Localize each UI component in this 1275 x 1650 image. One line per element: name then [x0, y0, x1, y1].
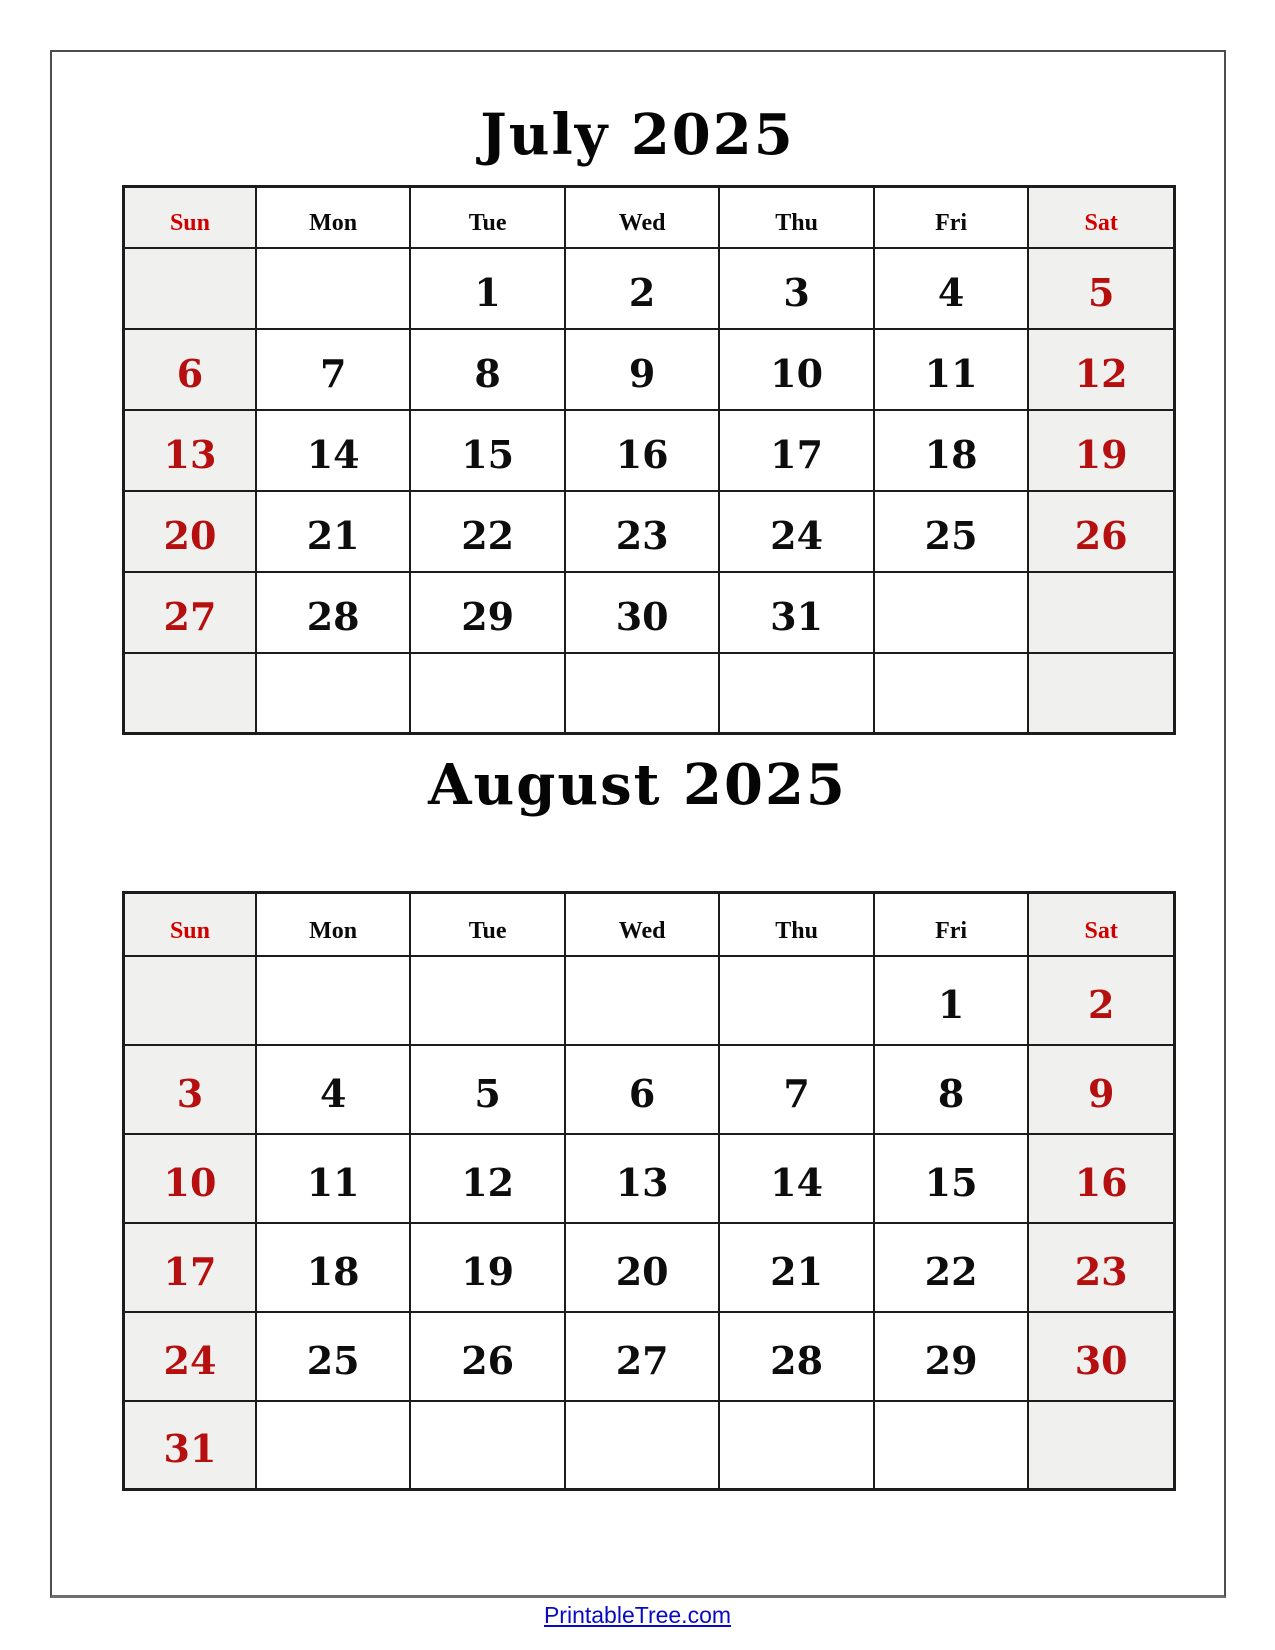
day-cell-empty	[719, 653, 873, 734]
day-cell-3: 3	[124, 1045, 256, 1134]
day-header-fri: Fri	[874, 187, 1028, 248]
day-cell-26: 26	[1028, 491, 1174, 572]
week-row	[124, 1312, 1175, 1401]
week-row	[124, 248, 1175, 329]
day-cell-18: 18	[874, 410, 1028, 491]
day-cell-empty	[256, 653, 410, 734]
day-header-row	[124, 187, 1175, 248]
day-cell-4: 4	[256, 1045, 410, 1134]
july-calendar-table	[122, 185, 1176, 735]
day-cell-1: 1	[410, 248, 564, 329]
day-cell-28: 28	[719, 1312, 873, 1401]
day-cell-empty	[1028, 572, 1174, 653]
day-cell-6: 6	[124, 329, 256, 410]
day-cell-22: 22	[874, 1223, 1028, 1312]
day-cell-empty	[124, 248, 256, 329]
day-cell-25: 25	[256, 1312, 410, 1401]
day-cell-4: 4	[874, 248, 1028, 329]
day-header-wed: Wed	[565, 893, 719, 956]
day-cell-11: 11	[874, 329, 1028, 410]
day-cell-9: 9	[565, 329, 719, 410]
day-cell-25: 25	[874, 491, 1028, 572]
day-cell-empty	[256, 956, 410, 1045]
day-cell-17: 17	[124, 1223, 256, 1312]
day-cell-19: 19	[1028, 410, 1174, 491]
day-cell-15: 15	[874, 1134, 1028, 1223]
day-cell-8: 8	[410, 329, 564, 410]
day-cell-empty	[874, 572, 1028, 653]
day-cell-30: 30	[1028, 1312, 1174, 1401]
day-header-mon: Mon	[256, 893, 410, 956]
day-cell-3: 3	[719, 248, 873, 329]
day-cell-2: 2	[1028, 956, 1174, 1045]
day-cell-13: 13	[565, 1134, 719, 1223]
day-cell-7: 7	[256, 329, 410, 410]
day-cell-2: 2	[565, 248, 719, 329]
day-cell-12: 12	[1028, 329, 1174, 410]
day-cell-17: 17	[719, 410, 873, 491]
day-cell-5: 5	[1028, 248, 1174, 329]
day-header-row	[124, 893, 1175, 956]
day-cell-14: 14	[256, 410, 410, 491]
day-cell-20: 20	[565, 1223, 719, 1312]
day-cell-19: 19	[410, 1223, 564, 1312]
day-cell-14: 14	[719, 1134, 873, 1223]
day-cell-21: 21	[719, 1223, 873, 1312]
day-cell-31: 31	[124, 1401, 256, 1490]
day-cell-empty	[565, 956, 719, 1045]
week-row	[124, 1045, 1175, 1134]
week-row	[124, 572, 1175, 653]
week-row	[124, 653, 1175, 734]
week-row	[124, 1134, 1175, 1223]
day-cell-22: 22	[410, 491, 564, 572]
day-cell-31: 31	[719, 572, 873, 653]
day-cell-empty	[565, 1401, 719, 1490]
august-title: August 2025	[428, 752, 847, 818]
day-cell-empty	[124, 956, 256, 1045]
day-header-sun: Sun	[124, 187, 256, 248]
july-title: July 2025	[480, 102, 795, 168]
day-header-thu: Thu	[719, 893, 873, 956]
day-header-tue: Tue	[410, 187, 564, 248]
day-header-mon: Mon	[256, 187, 410, 248]
day-cell-7: 7	[719, 1045, 873, 1134]
day-cell-empty	[124, 653, 256, 734]
day-cell-13: 13	[124, 410, 256, 491]
week-row	[124, 1223, 1175, 1312]
day-header-sat: Sat	[1028, 187, 1174, 248]
week-row	[124, 329, 1175, 410]
week-row	[124, 956, 1175, 1045]
day-header-fri: Fri	[874, 893, 1028, 956]
day-cell-20: 20	[124, 491, 256, 572]
footer	[0, 1602, 1275, 1629]
day-cell-9: 9	[1028, 1045, 1174, 1134]
day-header-sun: Sun	[124, 893, 256, 956]
day-cell-empty	[1028, 653, 1174, 734]
day-cell-27: 27	[124, 572, 256, 653]
day-cell-empty	[1028, 1401, 1174, 1490]
printabletree-link[interactable]: PrintableTree.com	[543, 1602, 732, 1628]
day-cell-empty	[565, 653, 719, 734]
day-cell-30: 30	[565, 572, 719, 653]
day-cell-21: 21	[256, 491, 410, 572]
day-cell-26: 26	[410, 1312, 564, 1401]
day-cell-empty	[719, 1401, 873, 1490]
day-cell-16: 16	[1028, 1134, 1174, 1223]
day-cell-empty	[874, 1401, 1028, 1490]
day-cell-15: 15	[410, 410, 564, 491]
day-header-sat: Sat	[1028, 893, 1174, 956]
day-cell-11: 11	[256, 1134, 410, 1223]
day-cell-empty	[874, 653, 1028, 734]
day-header-wed: Wed	[565, 187, 719, 248]
day-cell-5: 5	[410, 1045, 564, 1134]
day-cell-28: 28	[256, 572, 410, 653]
day-cell-empty	[410, 653, 564, 734]
week-row	[124, 410, 1175, 491]
day-cell-empty	[410, 1401, 564, 1490]
day-cell-16: 16	[565, 410, 719, 491]
day-cell-empty	[256, 248, 410, 329]
day-cell-29: 29	[874, 1312, 1028, 1401]
day-cell-10: 10	[719, 329, 873, 410]
day-header-tue: Tue	[410, 893, 564, 956]
week-row	[124, 491, 1175, 572]
day-cell-empty	[256, 1401, 410, 1490]
day-cell-29: 29	[410, 572, 564, 653]
day-cell-12: 12	[410, 1134, 564, 1223]
day-cell-23: 23	[1028, 1223, 1174, 1312]
week-row	[124, 1401, 1175, 1490]
day-cell-10: 10	[124, 1134, 256, 1223]
day-header-thu: Thu	[719, 187, 873, 248]
day-cell-1: 1	[874, 956, 1028, 1045]
day-cell-24: 24	[124, 1312, 256, 1401]
day-cell-empty	[410, 956, 564, 1045]
day-cell-27: 27	[565, 1312, 719, 1401]
day-cell-8: 8	[874, 1045, 1028, 1134]
day-cell-24: 24	[719, 491, 873, 572]
day-cell-empty	[719, 956, 873, 1045]
day-cell-18: 18	[256, 1223, 410, 1312]
august-calendar-table	[122, 891, 1176, 1491]
day-cell-23: 23	[565, 491, 719, 572]
day-cell-6: 6	[565, 1045, 719, 1134]
